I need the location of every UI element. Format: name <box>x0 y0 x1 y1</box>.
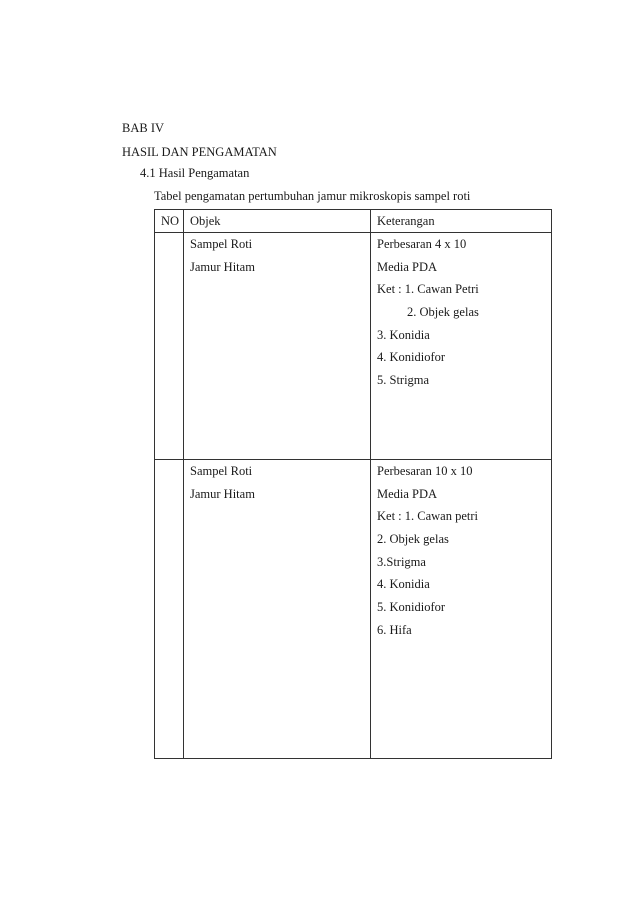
keterangan-line: Ket : 1. Cawan Petri <box>377 282 479 297</box>
cell-objek <box>184 233 371 460</box>
keterangan-line: 4. Konidiofor <box>377 350 446 365</box>
keterangan-line: 3.Strigma <box>377 554 426 569</box>
keterangan-line: 2. Objek gelas <box>407 305 479 320</box>
chapter-title: HASIL DAN PENGAMATAN <box>122 145 277 159</box>
cell-keterangan <box>371 460 552 759</box>
chapter-heading: BAB IV <box>122 121 165 135</box>
keterangan-line: Ket : 1. Cawan petri <box>377 509 479 524</box>
table-header-row <box>155 210 552 233</box>
keterangan-line: 5. Strigma <box>377 373 430 388</box>
keterangan-line: Perbesaran 10 x 10 <box>377 464 473 478</box>
objek-line: Sampel Roti <box>190 237 253 251</box>
cell-keterangan <box>371 233 552 460</box>
keterangan-line: 4. Konidia <box>377 577 430 592</box>
objek-line: Sampel Roti <box>190 464 253 478</box>
header-no: NO <box>155 210 184 233</box>
keterangan-line: Perbesaran 4 x 10 <box>377 237 467 251</box>
objek-line: Jamur Hitam <box>190 259 255 274</box>
header-objek: Objek <box>184 210 371 233</box>
keterangan-line: 6. Hifa <box>377 622 412 637</box>
observation-table <box>154 209 552 759</box>
table-caption: Tabel pengamatan pertumbuhan jamur mikroskopis sampel roti <box>154 189 471 203</box>
cell-no <box>155 233 184 460</box>
keterangan-line: 3. Konidia <box>377 327 430 342</box>
header-keterangan: Keterangan <box>371 210 552 233</box>
keterangan-line: Media PDA <box>377 259 438 274</box>
table-row <box>155 233 552 460</box>
objek-line: Jamur Hitam <box>190 486 255 501</box>
keterangan-line: 2. Objek gelas <box>377 532 449 547</box>
cell-objek <box>184 460 371 759</box>
cell-no <box>155 460 184 759</box>
section-heading: 4.1 Hasil Pengamatan <box>140 166 250 180</box>
keterangan-line: Media PDA <box>377 486 438 501</box>
table-row <box>155 460 552 759</box>
keterangan-line: 5. Konidiofor <box>377 600 446 615</box>
